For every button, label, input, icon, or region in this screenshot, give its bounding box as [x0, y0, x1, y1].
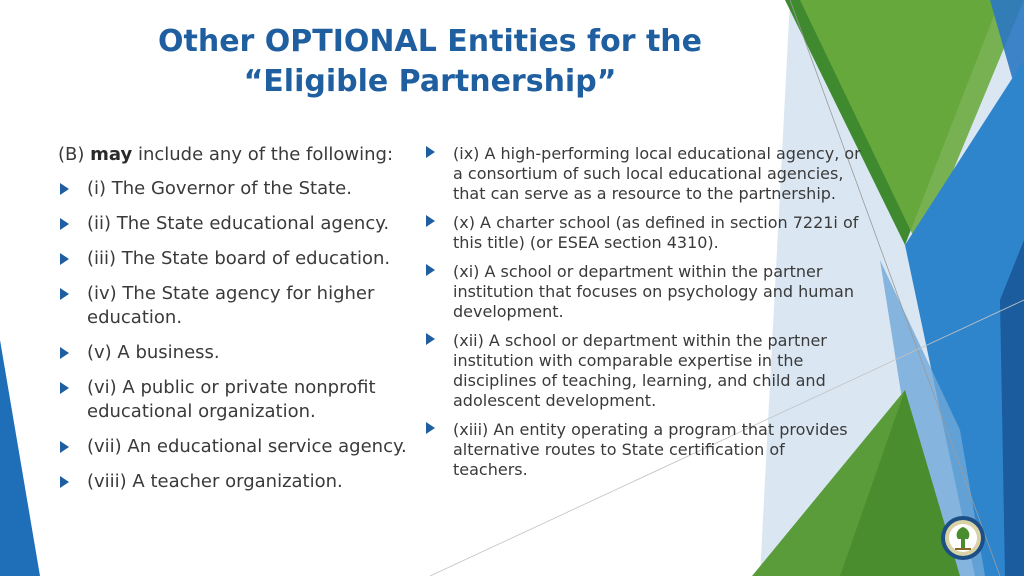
list-item: [58, 341, 418, 365]
list-item: [424, 331, 864, 411]
list-item: [58, 376, 418, 424]
intro-text: [58, 143, 418, 167]
list-item: [424, 144, 864, 204]
list-item-text: (ii) The State educational agency.: [87, 213, 390, 234]
triangle-right-icon: [60, 441, 69, 453]
triangle-right-icon: [60, 382, 69, 394]
list-item-text: (vii) An educational service agency.: [87, 436, 407, 457]
left-column: [58, 143, 418, 505]
list-item-text: (i) The Governor of the State.: [87, 178, 352, 199]
list-item: [424, 420, 864, 480]
list-item-text: (vi) A public or private nonprofit educational organization.: [87, 377, 376, 422]
list-item: [58, 282, 418, 330]
left-bullet-list: [58, 177, 418, 494]
list-item: [58, 435, 418, 459]
list-item-text: (xi) A school or department within the partner institution that focuses on psychology and human development.: [453, 262, 854, 321]
list-item-text: (ix) A high-performing local educational agency, or a consortium of such local educational agencies, that can serve as a resource to the partnership.: [453, 144, 861, 203]
triangle-right-icon: [426, 215, 435, 227]
triangle-right-icon: [426, 264, 435, 276]
list-item-text: (xii) A school or department within the partner institution with comparable expertise in the disciplines of teaching, learning, and child and adolescent development.: [453, 331, 827, 410]
department-seal-icon: [940, 515, 986, 561]
list-item-text: (viii) A teacher organization.: [87, 471, 343, 492]
intro-suffix: include any of the following:: [132, 144, 394, 165]
triangle-right-icon: [60, 347, 69, 359]
list-item: [58, 212, 418, 236]
triangle-right-icon: [426, 422, 435, 434]
list-item-text: (xiii) An entity operating a program that provides alternative routes to State certification of teachers.: [453, 420, 848, 479]
triangle-right-icon: [426, 333, 435, 345]
list-item-text: (iv) The State agency for higher education.: [87, 283, 375, 328]
left-edge-blue-shape: [0, 340, 40, 576]
list-item: [58, 247, 418, 271]
triangle-right-icon: [60, 218, 69, 230]
list-item: [58, 470, 418, 494]
intro-bold-word: may: [90, 144, 133, 165]
right-column: [424, 144, 864, 489]
list-item-text: (iii) The State board of education.: [87, 248, 391, 269]
triangle-right-icon: [60, 253, 69, 265]
slide-title: [100, 22, 760, 102]
triangle-right-icon: [60, 288, 69, 300]
triangle-right-icon: [60, 476, 69, 488]
triangle-right-icon: [60, 183, 69, 195]
list-item-text: (x) A charter school (as defined in section 7221i of this title) (or ESEA section 4310).: [453, 213, 859, 252]
list-item: [58, 177, 418, 201]
list-item: [424, 213, 864, 253]
slide-title-line-1: Other OPTIONAL Entities for the: [158, 24, 702, 59]
intro-prefix: (B): [58, 144, 91, 165]
triangle-right-icon: [426, 146, 435, 158]
right-bullet-list: [424, 144, 864, 480]
list-item-text: (v) A business.: [87, 342, 220, 363]
slide-title-line-2: “Eligible Partnership”: [243, 64, 617, 99]
list-item: [424, 262, 864, 322]
